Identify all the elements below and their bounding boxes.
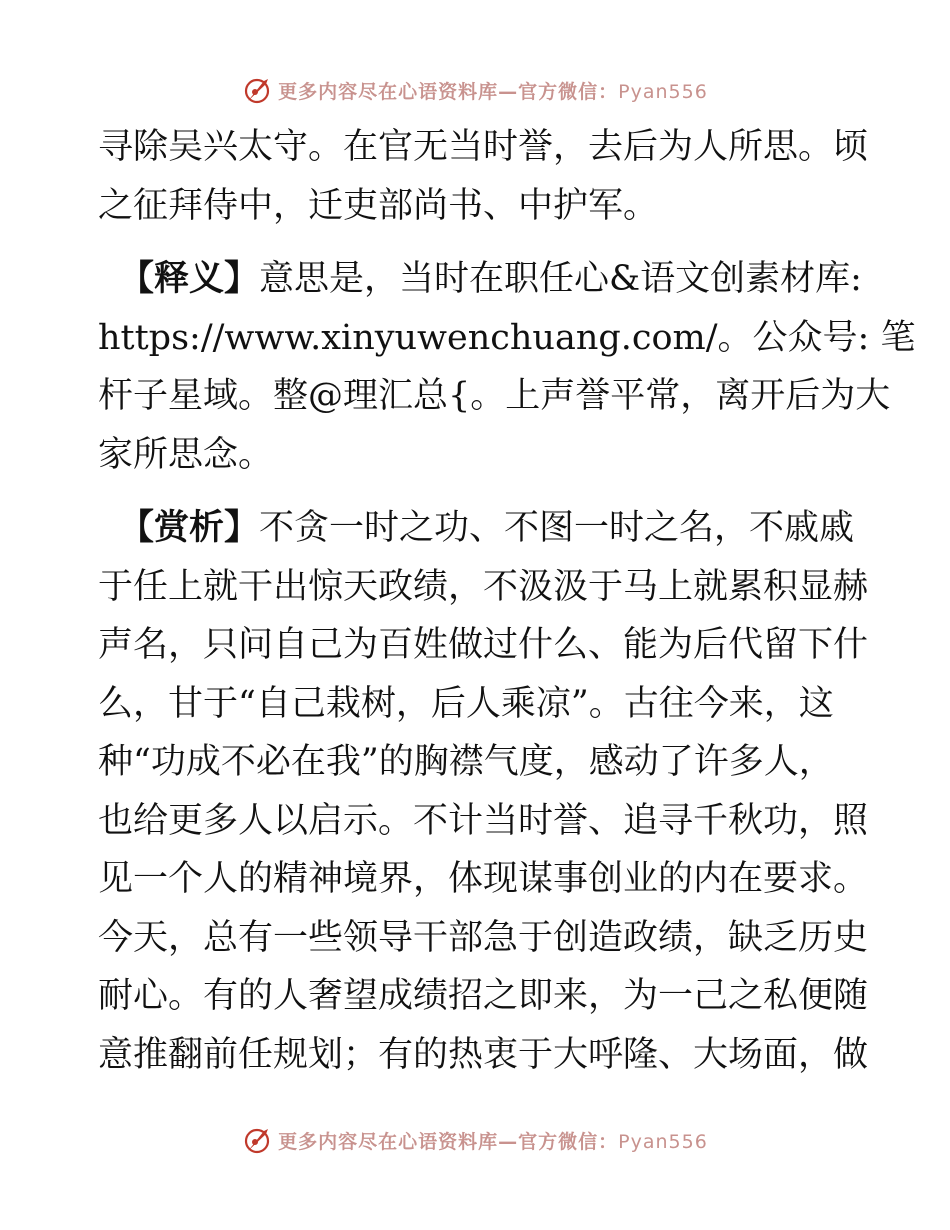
paragraph-source	[98, 118, 869, 235]
text-line: 寻除吴兴太守。在官无当时誉，去后为人所思。顷	[98, 127, 869, 167]
text-line: 种“功成不必在我”的胸襟气度，感动了许多人，	[98, 742, 834, 782]
text-line: 耐心。有的人奢望成绩招之即来，为一己之私便随	[98, 976, 869, 1016]
text-line: 【赏析】不贪一时之功、不图一时之名，不戚戚	[119, 507, 855, 548]
analysis-label: 【赏析】	[119, 507, 260, 548]
text-line: https://www.xinyuwenchuang.com/。公众号: 笔	[98, 317, 916, 358]
paragraph-explanation	[98, 250, 916, 484]
document-body	[98, 118, 916, 1084]
text-line: 之征拜侍中，迁吏部尚书、中护军。	[98, 185, 659, 226]
text-line: 杆子星域。整@理汇总{。上声誉平常，离开后为大	[98, 376, 891, 416]
paragraph-analysis	[98, 499, 869, 1084]
text-line: 也给更多人以启示。不计当时誉、追寻千秋功，照	[98, 800, 869, 841]
text-line: 声名，只问自己为百姓做过什么、能为后代留下什	[98, 625, 869, 665]
footer-text: 更多内容尽在心语资料库—官方微信：Pyan556	[278, 1130, 708, 1153]
header-banner	[0, 70, 950, 110]
quill-logo-icon	[242, 1125, 272, 1155]
text-line: 意推翻前任规划；有的热衷于大呼隆、大场面，做	[98, 1034, 869, 1075]
text-line: 么，甘于“自己栽树，后人乘凉”。古往今来，这	[98, 683, 834, 724]
text-line: 家所思念。	[98, 434, 274, 475]
explanation-label: 【释义】	[119, 258, 260, 299]
quill-logo-icon	[242, 75, 272, 105]
text-line: 见一个人的精神境界，体现谋事创业的内在要求。	[98, 859, 869, 899]
footer-banner	[0, 1120, 950, 1160]
text-line: 今天，总有一些领导干部急于创造政绩，缺乏历史	[98, 917, 869, 958]
text-line: 于任上就干出惊天政绩，不汲汲于马上就累积显赫	[98, 566, 869, 607]
header-text: 更多内容尽在心语资料库—官方微信：Pyan556	[278, 80, 708, 103]
text-line: 【释义】意思是，当时在职任心&语文创素材库:	[119, 258, 862, 299]
